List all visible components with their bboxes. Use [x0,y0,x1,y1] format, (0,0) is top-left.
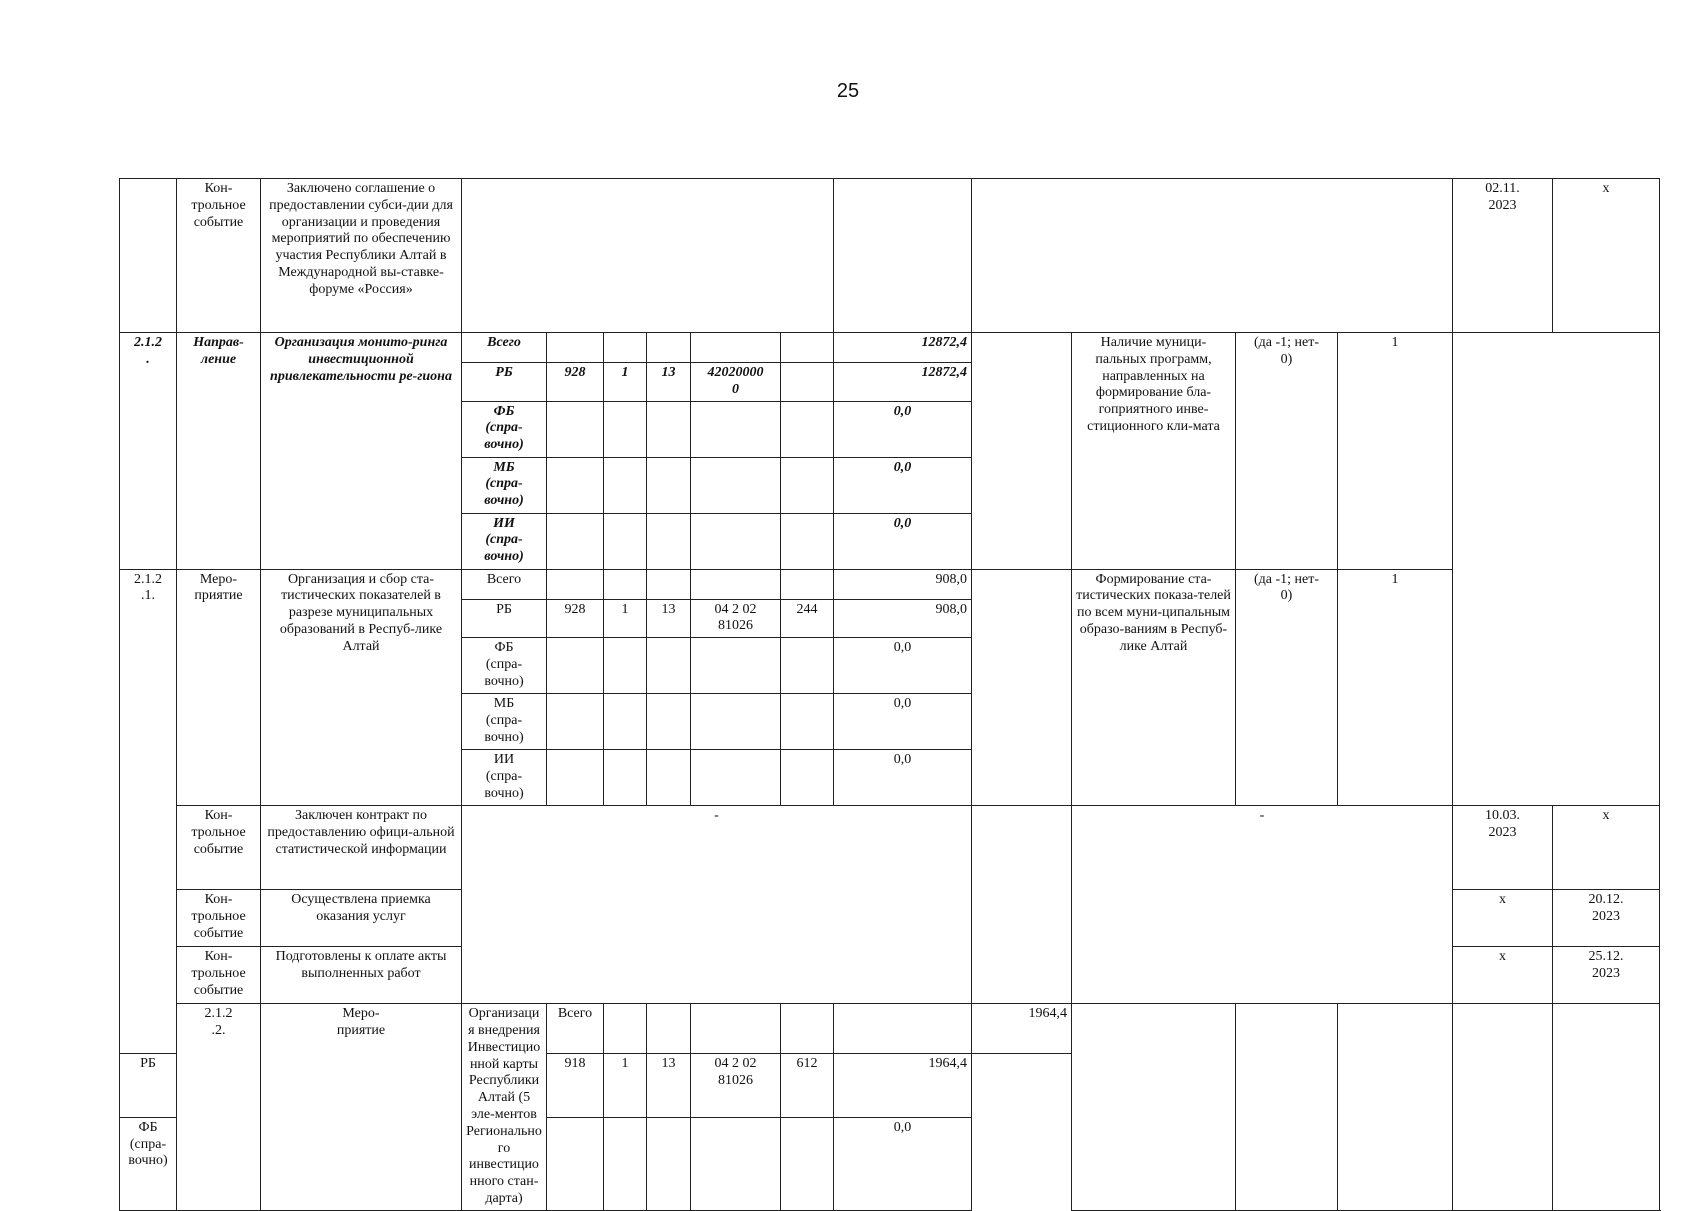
cell-type: Кон- трольное событие [177,890,261,947]
cell-indicator-empty [972,179,1453,333]
table-row-control-event-1 [120,179,1660,333]
budget-table [119,178,1660,1211]
cell-indicator: Наличие муници-пальных программ, направленных на формирование бла-гоприятного инве-стиционного кли-мата [1072,333,1236,570]
cell-vr [781,694,834,750]
cell-source: ФБ (спра- вочно) [462,401,547,457]
cell-rz [604,694,647,750]
cell-grbs [547,638,604,694]
cell-rz [604,513,647,569]
cell-pr: 13 [647,599,691,638]
cell-csr: 42020000 0 [691,363,781,402]
cell-sum: 0,0 [834,457,972,513]
cell-source: ФБ (спра- вочно) [120,1117,177,1210]
cell-rz [604,750,647,806]
cell-vr [781,513,834,569]
cell-csr [691,457,781,513]
cell-name: Осуществлена приемка оказания услуг [261,890,462,947]
cell-csr [691,694,781,750]
cell-finance-dash [462,806,972,1004]
cell-date-start: 10.03. 2023 [1453,806,1553,890]
cell-vr [781,569,834,599]
cell-indicator [1236,1004,1338,1211]
cell-source: Всего [462,333,547,363]
cell-grbs [547,569,604,599]
cell-csr [691,513,781,569]
cell-value: 1 [1338,569,1453,806]
cell-source: РБ [120,1053,177,1117]
cell-pr: 13 [647,363,691,402]
cell-gap [834,179,972,333]
cell-date-end: x [1553,806,1660,890]
cell-grbs [547,1117,604,1210]
cell-csr: 04 2 02 81026 [691,599,781,638]
cell-sum: 1964,4 [972,1004,1072,1054]
table-row-direction [120,333,1660,363]
cell-vr [834,1004,972,1054]
cell-date-start: 02.11. 2023 [1453,179,1553,333]
cell-source: МБ (спра- вочно) [462,457,547,513]
cell-vr [781,363,834,402]
cell-num: 2.1.2 . [120,333,177,570]
dash-text: - [714,808,719,824]
cell-grbs [547,513,604,569]
cell-sum: 1964,4 [834,1053,972,1117]
cell-unit: (да -1; нет- 0) [1236,333,1338,570]
cell-gap [1072,1004,1236,1211]
cell-unit [1338,1004,1453,1211]
cell-source: ИИ (спра- вочно) [462,750,547,806]
cell-value [1453,1004,1553,1211]
cell-pr: 13 [647,1053,691,1117]
table-row-control-event-2 [120,806,1660,890]
cell-date-end: 20.12. 2023 [1553,890,1660,947]
cell-rz: 1 [604,1053,647,1117]
cell-sum: 908,0 [834,569,972,599]
cell-sum: 0,0 [834,694,972,750]
cell-grbs: 918 [547,1053,604,1117]
cell-source: Всего [547,1004,604,1054]
cell-date-start: x [1453,890,1553,947]
cell-name: Организация и сбор ста-тистических показателей в разрезе муниципальных образований в Респуб-лике Алтай [261,569,462,806]
cell-date-end: 25.12. 2023 [1553,947,1660,1004]
cell-num [120,179,177,333]
cell-dates-empty [1453,333,1660,806]
cell-source: РБ [462,363,547,402]
cell-rz [647,1004,691,1054]
cell-type: Направ- ление [177,333,261,570]
table-row-activity [120,569,1660,599]
cell-rz [604,457,647,513]
cell-source: Всего [462,569,547,599]
cell-pr [647,694,691,750]
cell-vr [781,401,834,457]
cell-sum: 12872,4 [834,333,972,363]
cell-dates-empty [1553,1004,1660,1211]
cell-sum: 0,0 [834,1117,972,1210]
cell-rz: 1 [604,363,647,402]
cell-pr [647,569,691,599]
cell-pr [647,638,691,694]
cell-csr [691,1117,781,1210]
cell-name: Заключено соглашение о предоставлении субси-дии для организации и проведения мероприятий по обеспечению участия Республики Алтай в Международной вы-ставке-форуме «Россия» [261,179,462,333]
cell-source: РБ [462,599,547,638]
cell-grbs [547,750,604,806]
cell-csr [691,333,781,363]
cell-vr [781,750,834,806]
cell-rz [604,569,647,599]
cell-gap [972,333,1072,570]
cell-sum: 0,0 [834,401,972,457]
cell-vr [781,333,834,363]
cell-vr: 244 [781,599,834,638]
cell-grbs: 928 [547,599,604,638]
cell-name: Заключен контракт по предоставлению офици-альной статистической информации [261,806,462,890]
cell-source: ФБ (спра- вочно) [462,638,547,694]
cell-gap [972,806,1072,1004]
cell-source: МБ (спра- вочно) [462,694,547,750]
cell-name: Организация монито-ринга инвестиционной привлекательности ре-гиона [261,333,462,570]
cell-grbs: 928 [547,363,604,402]
cell-pr [647,457,691,513]
cell-rz: 1 [604,599,647,638]
table-row-activity [120,1004,1660,1054]
cell-type: Меро- приятие [177,569,261,806]
cell-pr [647,513,691,569]
cell-type: Кон- трольное событие [177,179,261,333]
cell-pr [647,1117,691,1210]
cell-sum: 908,0 [834,599,972,638]
cell-sum: 12872,4 [834,363,972,402]
cell-grbs [547,401,604,457]
cell-csr [691,401,781,457]
dash-text: - [1259,808,1265,824]
cell-rz [604,638,647,694]
cell-vr [781,1117,834,1210]
cell-date-start: x [1453,947,1553,1004]
cell-type: Меро- приятие [261,1004,462,1211]
cell-unit: (да -1; нет- 0) [1236,569,1338,806]
cell-source: ИИ (спра- вочно) [462,513,547,569]
cell-grbs [547,694,604,750]
cell-csr [691,569,781,599]
cell-finance-empty [462,179,834,333]
cell-csr [691,638,781,694]
cell-name: Подготовлены к оплате акты выполненных работ [261,947,462,1004]
cell-pr [647,333,691,363]
cell-grbs [547,457,604,513]
cell-indicator: Формирование ста-тистических показа-телей по всем муни-ципальным образо-ваниям в Респуб-лике Алтай [1072,569,1236,806]
cell-grbs [547,333,604,363]
cell-csr: 04 2 02 81026 [691,1053,781,1117]
cell-sum: 0,0 [834,638,972,694]
cell-grbs [604,1004,647,1054]
cell-vr: 612 [781,1053,834,1117]
cell-indicator-dash [1072,806,1453,1004]
cell-pr [647,750,691,806]
cell-num: 2.1.2 .1. [120,569,177,1053]
cell-gap [972,569,1072,806]
cell-rz [604,401,647,457]
cell-vr [781,638,834,694]
cell-rz [604,1117,647,1210]
cell-csr [691,750,781,806]
cell-type: Кон- трольное событие [177,947,261,1004]
cell-rz [604,333,647,363]
cell-sum: 0,0 [834,750,972,806]
cell-value: 1 [1338,333,1453,570]
cell-type: Кон- трольное событие [177,806,261,890]
cell-name: Организация внедрения Инвестиционной карты Республики Алтай (5 эле-ментов Регионального инвестиционного стан-дарта) [462,1004,547,1211]
cell-pr [647,401,691,457]
cell-sum: 0,0 [834,513,972,569]
cell-date-end: x [1553,179,1660,333]
cell-num: 2.1.2 .2. [177,1004,261,1211]
page-number: 25 [836,80,860,102]
cell-csr [781,1004,834,1054]
cell-vr [781,457,834,513]
cell-pr [691,1004,781,1054]
